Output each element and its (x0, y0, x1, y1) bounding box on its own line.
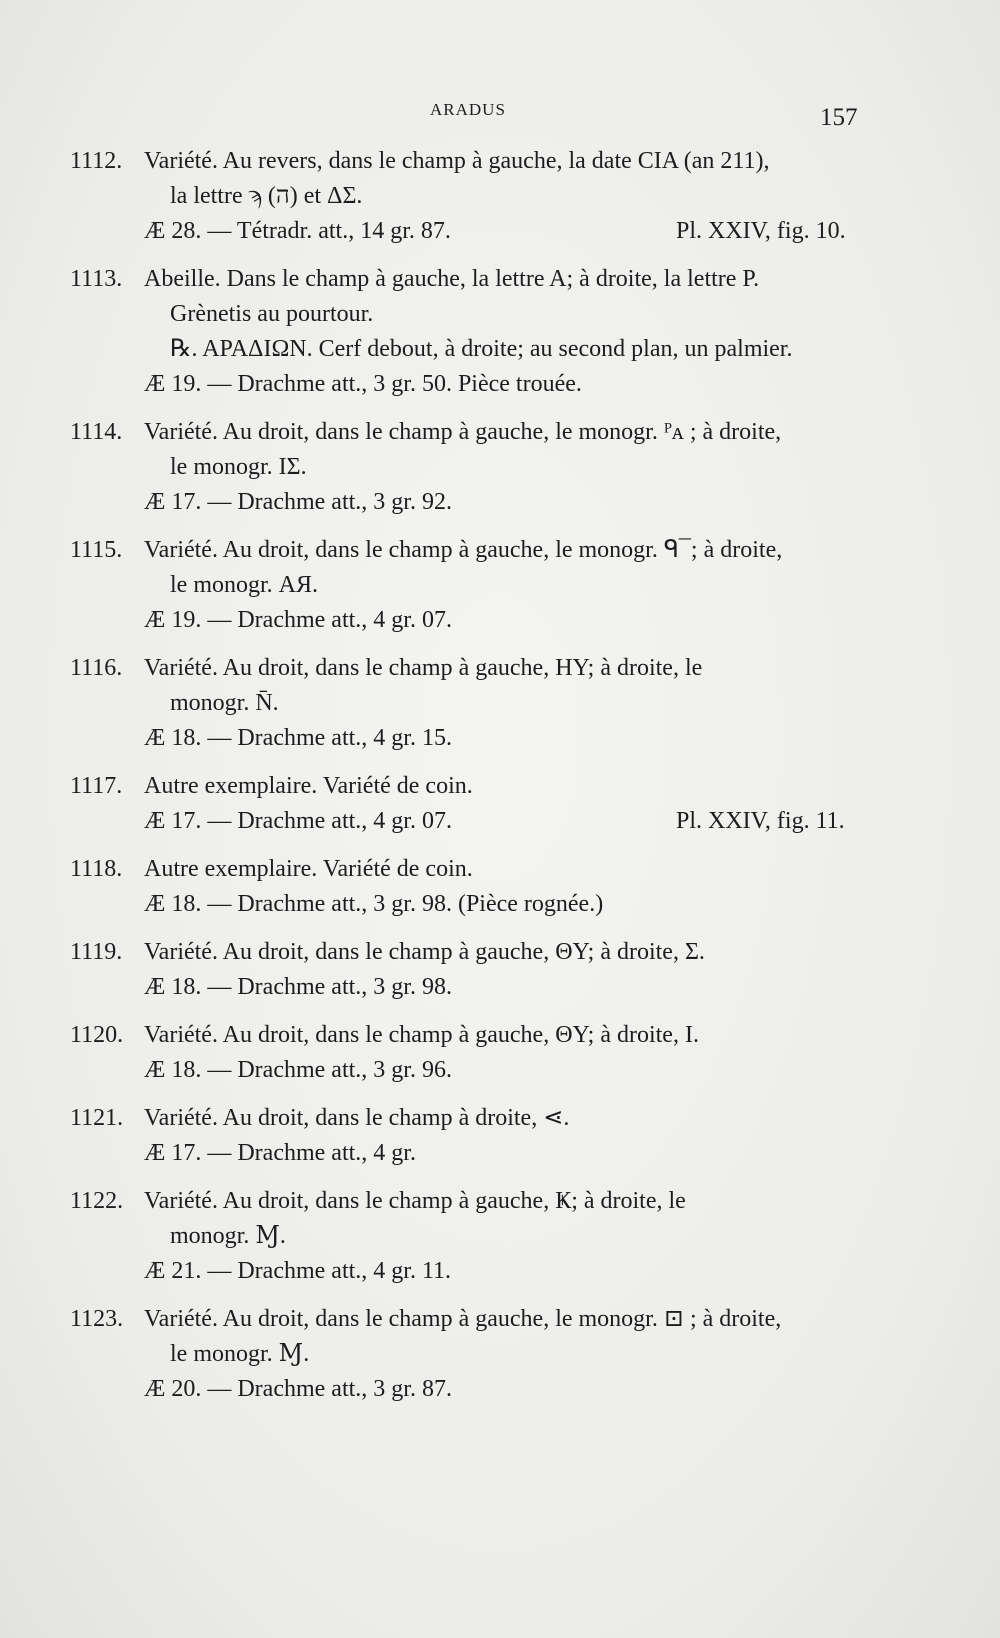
entry-text: Variété. Au droit, dans le champ à gauche, le monogr. ᑫ¯; à droite, (144, 537, 783, 563)
entry-text: Variété. Au droit, dans le champ à gauche, ΘY; à droite, Σ. (144, 939, 705, 965)
catalogue-entries (0, 144, 1000, 1420)
entry-text: monogr. Ɱ. (170, 1223, 286, 1249)
entry-number: 1114. (70, 419, 123, 445)
entry-description-line (0, 651, 1000, 686)
catalogue-entry (0, 533, 1000, 638)
entry-description-line (0, 769, 1000, 804)
entry-description-line (0, 1184, 1000, 1219)
entry-description-line (0, 935, 1000, 970)
entry-description-line (0, 1302, 1000, 1337)
entry-number: 1120. (70, 1022, 124, 1048)
metal-weight-line (0, 1372, 1000, 1407)
entry-number: 1123. (70, 1306, 124, 1332)
entry-continuation-line (0, 1337, 1000, 1372)
metal-weight-text: Æ 19. — Drachme att., 3 gr. 50. Pièce trouée. (144, 371, 582, 397)
entry-text: le monogr. ΙΣ. (170, 454, 307, 480)
entry-text: le monogr. ΑЯ. (170, 572, 318, 598)
metal-weight-line (0, 603, 1000, 638)
entry-text: le monogr. Ɱ. (170, 1341, 310, 1367)
entry-description-line (0, 533, 1000, 568)
entry-continuation-line (0, 179, 1000, 214)
plate-reference: Pl. XXIV, fig. 11. (676, 808, 845, 834)
entry-text: la lettre ϡ (ה) et ΔΣ. (170, 183, 363, 209)
entry-number: 1112. (70, 148, 123, 174)
metal-weight-line (0, 721, 1000, 756)
entry-text: Variété. Au droit, dans le champ à droite, ⋖. (144, 1105, 570, 1131)
metal-weight-line (0, 804, 1000, 839)
metal-weight-line (0, 214, 1000, 249)
metal-weight-line (0, 1136, 1000, 1171)
entry-continuation-line (0, 686, 1000, 721)
entry-number: 1118. (70, 856, 123, 882)
entry-continuation-line (0, 1219, 1000, 1254)
metal-weight-text: Æ 28. — Tétradr. att., 14 gr. 87. (144, 218, 451, 244)
catalogue-entry (0, 1184, 1000, 1289)
entry-text: Variété. Au revers, dans le champ à gauche, la date CIA (an 211), (144, 148, 770, 174)
plate-reference: Pl. XXIV, fig. 10. (676, 218, 846, 244)
metal-weight-line (0, 1254, 1000, 1289)
catalogue-entry (0, 144, 1000, 249)
entry-text: Variété. Au droit, dans le champ à gauche, Ҝ; à droite, le (144, 1188, 686, 1214)
metal-weight-text: Æ 18. — Drachme att., 3 gr. 98. (144, 974, 452, 1000)
catalogue-entry (0, 769, 1000, 839)
entry-text: monogr. N̄. (170, 690, 279, 716)
entry-description-line (0, 852, 1000, 887)
catalogue-entry (0, 651, 1000, 756)
entry-number: 1113. (70, 266, 123, 292)
entry-description-line (0, 144, 1000, 179)
catalogue-entry (0, 1302, 1000, 1407)
metal-weight-line (0, 970, 1000, 1005)
entry-text: Variété. Au droit, dans le champ à gauche, ΘY; à droite, Ι. (144, 1022, 699, 1048)
entry-continuation-line (0, 450, 1000, 485)
metal-weight-line (0, 485, 1000, 520)
entry-text: Variété. Au droit, dans le champ à gauche, le monogr. ⊡ ; à droite, (144, 1306, 782, 1332)
entry-number: 1122. (70, 1188, 124, 1214)
entry-text: ℞. ΑΡΑΔΙΩΝ. Cerf debout, à droite; au second plan, un palmier. (170, 336, 793, 362)
entry-number: 1121. (70, 1105, 124, 1131)
entry-text: Abeille. Dans le champ à gauche, la lettre A; à droite, la lettre P. (144, 266, 760, 292)
metal-weight-text: Æ 19. — Drachme att., 4 gr. 07. (144, 607, 452, 633)
metal-weight-text: Æ 18. — Drachme att., 4 gr. 15. (144, 725, 452, 751)
entry-continuation-line (0, 297, 1000, 332)
entry-number: 1117. (70, 773, 123, 799)
catalogue-entry (0, 1101, 1000, 1171)
entry-text: Autre exemplaire. Variété de coin. (144, 773, 473, 799)
catalogue-entry (0, 935, 1000, 1005)
entry-number: 1115. (70, 537, 123, 563)
metal-weight-text: Æ 18. — Drachme att., 3 gr. 96. (144, 1057, 452, 1083)
metal-weight-line (0, 367, 1000, 402)
running-head: ARADUS (430, 100, 506, 119)
catalogue-entry (0, 415, 1000, 520)
entry-description-line (0, 262, 1000, 297)
metal-weight-text: Æ 21. — Drachme att., 4 gr. 11. (144, 1258, 452, 1284)
entry-number: 1116. (70, 655, 123, 681)
entry-text: Variété. Au droit, dans le champ à gauche, HY; à droite, le (144, 655, 703, 681)
entry-continuation-line (0, 332, 1000, 367)
entry-continuation-line (0, 568, 1000, 603)
metal-weight-text: Æ 17. — Drachme att., 4 gr. 07. (144, 808, 452, 834)
metal-weight-text: Æ 17. — Drachme att., 4 gr. (144, 1140, 416, 1166)
metal-weight-text: Æ 18. — Drachme att., 3 gr. 98. (Pièce rognée.) (144, 891, 604, 917)
page-number: 157 (820, 104, 858, 131)
metal-weight-line (0, 887, 1000, 922)
entry-description-line (0, 415, 1000, 450)
entry-description-line (0, 1101, 1000, 1136)
entry-text: Autre exemplaire. Variété de coin. (144, 856, 473, 882)
catalogue-entry (0, 1018, 1000, 1088)
metal-weight-line (0, 1053, 1000, 1088)
entry-number: 1119. (70, 939, 123, 965)
entry-text: Variété. Au droit, dans le champ à gauche, le monogr. ᴾᴀ ; à droite, (144, 419, 782, 445)
metal-weight-text: Æ 20. — Drachme att., 3 gr. 87. (144, 1376, 452, 1402)
entry-text: Grènetis au pourtour. (170, 301, 374, 327)
catalogue-entry (0, 262, 1000, 402)
entry-description-line (0, 1018, 1000, 1053)
metal-weight-text: Æ 17. — Drachme att., 3 gr. 92. (144, 489, 452, 515)
catalogue-entry (0, 852, 1000, 922)
